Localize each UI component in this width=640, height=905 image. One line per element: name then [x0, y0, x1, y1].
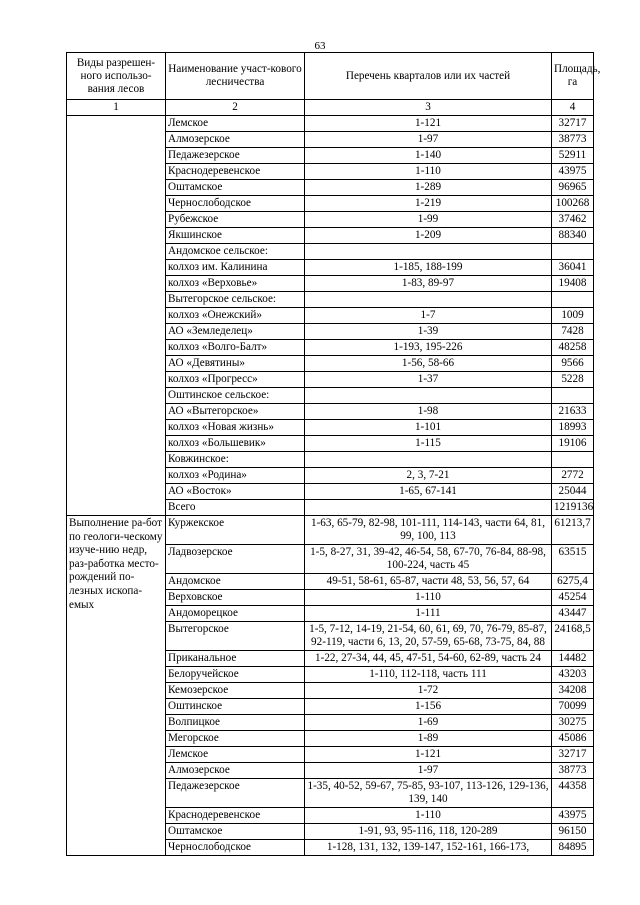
- forestry-name-cell: Вытегорское: [166, 622, 305, 651]
- area-cell: 32717: [552, 747, 594, 763]
- forestry-name-cell: Куржекское: [166, 516, 305, 545]
- forestry-name-cell: Вытегорское сельское:: [166, 292, 305, 308]
- area-cell: 38773: [552, 763, 594, 779]
- area-cell: [552, 292, 594, 308]
- forestry-name-cell: Якшинское: [166, 228, 305, 244]
- forestry-name-cell: Андомское сельское:: [166, 244, 305, 260]
- quarters-cell: 1-289: [305, 180, 552, 196]
- table-row: [67, 516, 594, 545]
- quarters-cell: 49-51, 58-61, 65-87, части 48, 53, 56, 57, 64: [305, 574, 552, 590]
- quarters-cell: [305, 500, 552, 516]
- quarters-cell: [305, 388, 552, 404]
- area-cell: 84895: [552, 840, 594, 856]
- quarters-cell: 1-91, 93, 95-116, 118, 120-289: [305, 824, 552, 840]
- forestry-name-cell: Рубежское: [166, 212, 305, 228]
- area-cell: 100268: [552, 196, 594, 212]
- quarters-cell: 1-89: [305, 731, 552, 747]
- forestry-name-cell: Краснодеревенское: [166, 808, 305, 824]
- forestry-name-cell: АО «Восток»: [166, 484, 305, 500]
- quarters-cell: 1-140: [305, 148, 552, 164]
- header-forestry-name: Наименование участ-кового лесничества: [166, 53, 305, 100]
- area-cell: 25044: [552, 484, 594, 500]
- quarters-cell: 1-5, 7-12, 14-19, 21-54, 60, 61, 69, 70, 76-79, 85-87, 92-119, части 6, 13, 20, 57-59, 65-68, 73-75, 84, 88: [305, 622, 552, 651]
- forestry-name-cell: колхоз «Большевик»: [166, 436, 305, 452]
- quarters-cell: 1-219: [305, 196, 552, 212]
- area-cell: 34208: [552, 683, 594, 699]
- area-cell: 30275: [552, 715, 594, 731]
- use-type-cell: Выполнение ра-бот по геологи-ческому изуче-нию недр, раз-работка место-рождений по-лезных ископа-емых: [67, 516, 166, 856]
- forestry-name-cell: Волпицкое: [166, 715, 305, 731]
- forestry-name-cell: Оштамское: [166, 180, 305, 196]
- forestry-name-cell: колхоз «Волго-Балт»: [166, 340, 305, 356]
- quarters-cell: 1-69: [305, 715, 552, 731]
- forestry-name-cell: Краснодеревенское: [166, 164, 305, 180]
- forestry-name-cell: АО «Земледелец»: [166, 324, 305, 340]
- quarters-cell: 1-156: [305, 699, 552, 715]
- column-number: 2: [166, 100, 305, 116]
- area-cell: 43447: [552, 606, 594, 622]
- area-cell: 43975: [552, 164, 594, 180]
- quarters-cell: 1-35, 40-52, 59-67, 75-85, 93-107, 113-126, 129-136, 139, 140: [305, 779, 552, 808]
- area-cell: [552, 388, 594, 404]
- quarters-cell: 1-115: [305, 436, 552, 452]
- quarters-cell: 1-83, 89-97: [305, 276, 552, 292]
- forest-use-table: [66, 52, 601, 856]
- page-number: 63: [314, 40, 326, 52]
- forestry-name-cell: Кемозерское: [166, 683, 305, 699]
- area-cell: 48258: [552, 340, 594, 356]
- area-cell: 37462: [552, 212, 594, 228]
- forestry-name-cell: АО «Девятины»: [166, 356, 305, 372]
- area-cell: 6275,4: [552, 574, 594, 590]
- area-cell: 45086: [552, 731, 594, 747]
- area-cell: 24168,5: [552, 622, 594, 651]
- forestry-name-cell: Лемское: [166, 116, 305, 132]
- forestry-name-cell: Лемское: [166, 747, 305, 763]
- forestry-name-cell: Андомское: [166, 574, 305, 590]
- quarters-cell: [305, 244, 552, 260]
- quarters-cell: 1-39: [305, 324, 552, 340]
- forestry-name-cell: Чернослободское: [166, 840, 305, 856]
- quarters-cell: 1-185, 188-199: [305, 260, 552, 276]
- forestry-name-cell: Оштамское: [166, 824, 305, 840]
- area-cell: 32717: [552, 116, 594, 132]
- forestry-name-cell: Педажезерское: [166, 779, 305, 808]
- area-cell: 2772: [552, 468, 594, 484]
- header-quarters-list: Перечень кварталов или их частей: [305, 53, 552, 100]
- total-area: 1219136: [552, 500, 594, 516]
- quarters-cell: 1-97: [305, 763, 552, 779]
- header-area: Площадь, га: [552, 53, 594, 100]
- quarters-cell: 1-98: [305, 404, 552, 420]
- table-row: [67, 116, 594, 132]
- area-cell: 44358: [552, 779, 594, 808]
- forestry-name-cell: Алмозерское: [166, 763, 305, 779]
- header-row: [67, 53, 594, 100]
- area-cell: 70099: [552, 699, 594, 715]
- quarters-cell: 1-121: [305, 116, 552, 132]
- quarters-cell: 1-63, 65-79, 82-98, 101-111, 114-143, части 64, 81, 99, 100, 113: [305, 516, 552, 545]
- forestry-name-cell: колхоз «Верховье»: [166, 276, 305, 292]
- quarters-cell: 1-7: [305, 308, 552, 324]
- area-cell: 1009: [552, 308, 594, 324]
- area-cell: [552, 244, 594, 260]
- quarters-cell: [305, 292, 552, 308]
- area-cell: 96965: [552, 180, 594, 196]
- quarters-cell: 2, 3, 7-21: [305, 468, 552, 484]
- quarters-cell: 1-121: [305, 747, 552, 763]
- use-type-cell: [67, 116, 166, 516]
- area-cell: 14482: [552, 651, 594, 667]
- quarters-cell: [305, 452, 552, 468]
- quarters-cell: 1-99: [305, 212, 552, 228]
- quarters-cell: 1-128, 131, 132, 139-147, 152-161, 166-173,: [305, 840, 552, 856]
- quarters-cell: 1-111: [305, 606, 552, 622]
- quarters-cell: 1-56, 58-66: [305, 356, 552, 372]
- area-cell: 19106: [552, 436, 594, 452]
- forestry-name-cell: Чернослободское: [166, 196, 305, 212]
- quarters-cell: 1-22, 27-34, 44, 45, 47-51, 54-60, 62-89, часть 24: [305, 651, 552, 667]
- forestry-name-cell: Алмозерское: [166, 132, 305, 148]
- column-number: 3: [305, 100, 552, 116]
- column-number: 1: [67, 100, 166, 116]
- forestry-name-cell: колхоз «Прогресс»: [166, 372, 305, 388]
- quarters-cell: 1-209: [305, 228, 552, 244]
- forestry-name-cell: Педажезерское: [166, 148, 305, 164]
- area-cell: 7428: [552, 324, 594, 340]
- forestry-name-cell: Андоморецкое: [166, 606, 305, 622]
- area-cell: 19408: [552, 276, 594, 292]
- forestry-name-cell: Приканальное: [166, 651, 305, 667]
- quarters-cell: 1-193, 195-226: [305, 340, 552, 356]
- forestry-name-cell: Ладвозерское: [166, 545, 305, 574]
- quarters-cell: 1-5, 8-27, 31, 39-42, 46-54, 58, 67-70, 76-84, 88-98, 100-224, часть 45: [305, 545, 552, 574]
- forestry-name-cell: Оштинское сельское:: [166, 388, 305, 404]
- column-number-row: [67, 100, 594, 116]
- forestry-name-cell: Белоручейское: [166, 667, 305, 683]
- forestry-name-cell: колхоз «Родина»: [166, 468, 305, 484]
- quarters-cell: 1-72: [305, 683, 552, 699]
- quarters-cell: 1-97: [305, 132, 552, 148]
- quarters-cell: 1-110, 112-118, часть 111: [305, 667, 552, 683]
- column-number: 4: [552, 100, 594, 116]
- quarters-cell: 1-101: [305, 420, 552, 436]
- area-cell: 52911: [552, 148, 594, 164]
- quarters-cell: 1-110: [305, 164, 552, 180]
- total-label: Всего: [166, 500, 305, 516]
- area-cell: 88340: [552, 228, 594, 244]
- header-use-type: Виды разрешен-ного использо-вания лесов: [67, 53, 166, 100]
- area-cell: 18993: [552, 420, 594, 436]
- quarters-cell: 1-65, 67-141: [305, 484, 552, 500]
- area-cell: 43975: [552, 808, 594, 824]
- forestry-name-cell: колхоз «Онежский»: [166, 308, 305, 324]
- area-cell: 96150: [552, 824, 594, 840]
- area-cell: 61213,7: [552, 516, 594, 545]
- area-cell: 5228: [552, 372, 594, 388]
- area-cell: 21633: [552, 404, 594, 420]
- area-cell: 38773: [552, 132, 594, 148]
- quarters-cell: 1-37: [305, 372, 552, 388]
- forestry-name-cell: колхоз «Новая жизнь»: [166, 420, 305, 436]
- forestry-name-cell: Ковжинское:: [166, 452, 305, 468]
- area-cell: 63515: [552, 545, 594, 574]
- forestry-name-cell: Оштинское: [166, 699, 305, 715]
- forestry-name-cell: Мегорское: [166, 731, 305, 747]
- forestry-name-cell: колхоз им. Калинина: [166, 260, 305, 276]
- area-cell: 9566: [552, 356, 594, 372]
- quarters-cell: 1-110: [305, 808, 552, 824]
- area-cell: [552, 452, 594, 468]
- area-cell: 43203: [552, 667, 594, 683]
- area-cell: 36041: [552, 260, 594, 276]
- forestry-name-cell: АО «Вытегорское»: [166, 404, 305, 420]
- forestry-name-cell: Верховское: [166, 590, 305, 606]
- quarters-cell: 1-110: [305, 590, 552, 606]
- area-cell: 45254: [552, 590, 594, 606]
